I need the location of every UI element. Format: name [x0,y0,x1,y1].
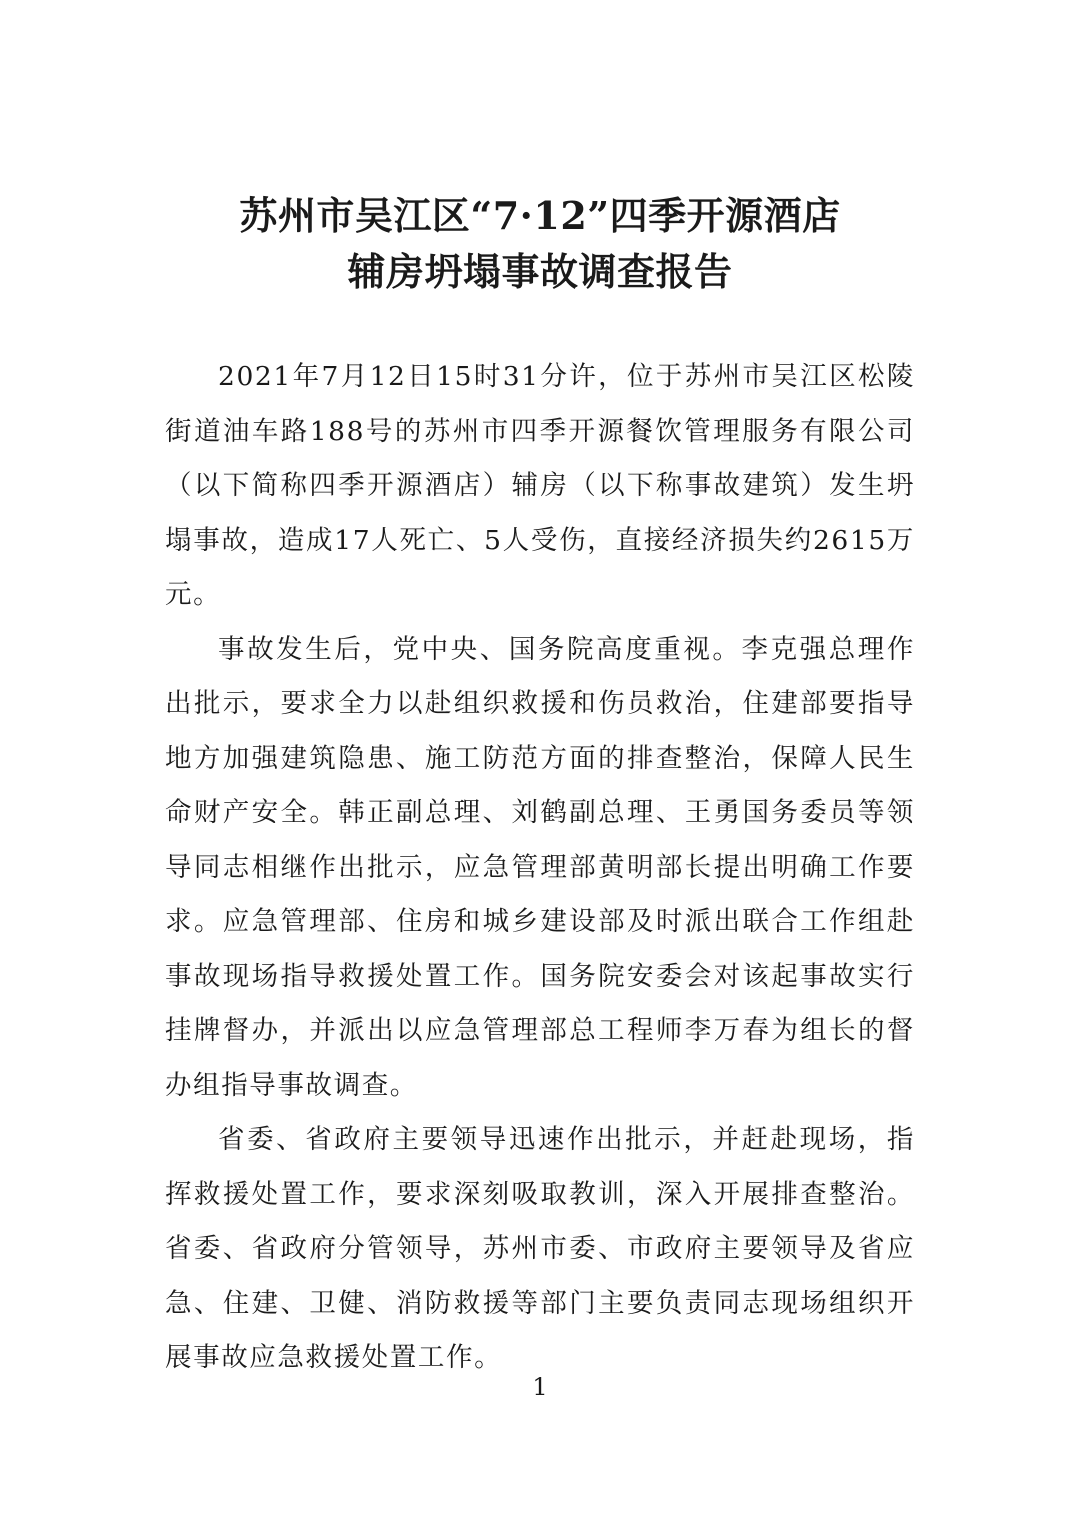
title-line-2: 辅房坍塌事故调查报告 [347,249,733,294]
document-body [165,350,915,1386]
paragraph-2: 事故发生后，党中央、国务院高度重视。李克强总理作出批示，要求全力以赴组织救援和伤员救治，住建部要指导地方加强建筑隐患、施工防范方面的排查整治，保障人民生命财产安全。韩正副总理、刘鹤副总理、王勇国务委员等领导同志相继作出批示，应急管理部黄明部长提出明确工作要求。应急管理部、住房和城乡建设部及时派出联合工作组赴事故现场指导救援处置工作。国务院安委会对该起事故实行挂牌督办，并派出以应急管理部总工程师李万春为组长的督办组指导事故调查。 [165,633,915,1101]
page-title [0,188,1080,300]
title-line-1: 苏州市吴江区“7·12”四季开源酒店 [239,193,841,238]
paragraph-1: 2021年7月12日15时31分许，位于苏州市吴江区松陵街道油车路188号的苏州市四季开源餐饮管理服务有限公司（以下简称四季开源酒店）辅房（以下称事故建筑）发生坍塌事故，造成17人死亡、5人受伤，直接经济损失约2615万元。 [165,361,915,610]
page-number: 1 [532,1373,548,1401]
paragraph-3: 省委、省政府主要领导迅速作出批示，并赶赴现场，指挥救援处置工作，要求深刻吸取教训，深入开展排查整治。省委、省政府分管领导，苏州市委、市政府主要领导及省应急、住建、卫健、消防救援等部门主要负责同志现场组织开展事故应急救援处置工作。 [165,1124,915,1373]
